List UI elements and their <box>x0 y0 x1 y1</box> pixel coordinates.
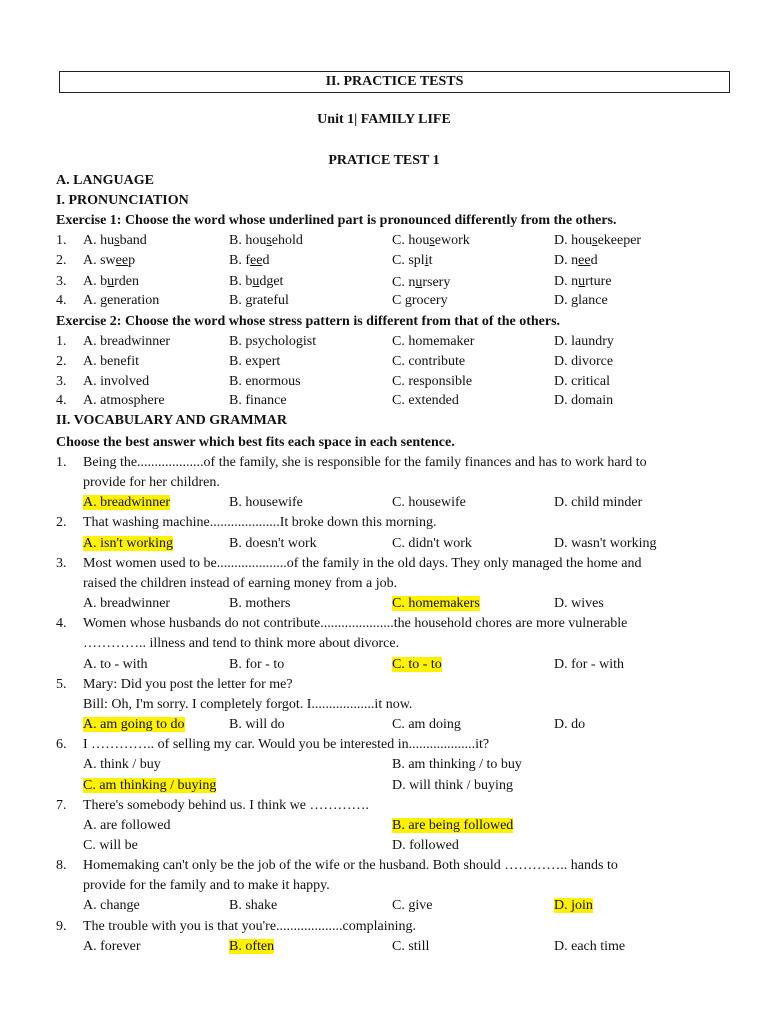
question-text-cont: Bill: Oh, I'm sorry. I completely forgot. I..................it now. <box>83 697 413 712</box>
question-number: 2. <box>56 515 67 530</box>
option-a: A. burden <box>83 274 140 289</box>
option-c: C. didn't work <box>392 536 472 551</box>
option-c: C. homemaker <box>392 334 475 349</box>
option-a: A. atmosphere <box>83 393 165 408</box>
question-number: 5. <box>56 677 67 692</box>
option-a: A. forever <box>83 939 141 954</box>
option-b: B. housewife <box>229 495 303 510</box>
question-text-cont: provide for the family and to make it happy. <box>83 878 330 893</box>
option-c: C. will be <box>83 838 138 853</box>
option-d: D. wives <box>554 596 604 611</box>
question-text-cont: raised the children instead of earning money from a job. <box>83 576 398 591</box>
option-a <box>83 716 185 734</box>
option-a: A. involved <box>83 374 150 389</box>
option-b: B. psychologist <box>229 334 317 349</box>
option-c: C. nursery <box>392 275 451 290</box>
option-d: D. followed <box>392 838 459 853</box>
question-text: Homemaking can't only be the job of the wife or the husband. Both should ………….. hands to <box>83 858 618 873</box>
option-a: A. breadwinner <box>83 596 171 611</box>
option-b: B. feed <box>229 253 270 268</box>
option-a: A. generation <box>83 293 160 308</box>
option-a: A. to - with <box>83 657 148 672</box>
question-text-cont: provide for her children. <box>83 475 220 490</box>
option-b <box>392 817 513 835</box>
question-number: 9. <box>56 919 67 934</box>
option-c: C. housework <box>392 233 470 248</box>
question-number: 1. <box>56 334 67 349</box>
option-d: D. each time <box>554 939 626 954</box>
option-a: A. benefit <box>83 354 139 369</box>
question-text: Mary: Did you post the letter for me? <box>83 677 293 692</box>
answer-highlight: B. are being followed <box>392 818 514 833</box>
question-text: There's somebody behind us. I think we …………. <box>83 798 369 813</box>
unit-title: Unit 1| FAMILY LIFE <box>317 112 451 127</box>
test-title: PRATICE TEST 1 <box>328 153 440 168</box>
answer-highlight: C. to - to <box>392 657 442 672</box>
answer-highlight: A. am going to do <box>83 717 185 732</box>
option-b: B. will do <box>229 717 285 732</box>
option-d <box>554 897 593 915</box>
answer-highlight: C. homemakers <box>392 596 480 611</box>
option-c <box>83 777 216 795</box>
option-d: D. need <box>554 253 598 268</box>
option-a: A. are followed <box>83 818 171 833</box>
section-title-box <box>59 71 730 93</box>
option-b: B. enormous <box>229 374 301 389</box>
option-d: D. nurture <box>554 274 612 289</box>
section-title: II. PRACTICE TESTS <box>325 74 464 89</box>
question-number: 2. <box>56 354 67 369</box>
option-a: A. husband <box>83 233 147 248</box>
option-c: C. responsible <box>392 374 473 389</box>
option-c: C. give <box>392 898 433 913</box>
option-b: B. household <box>229 233 303 248</box>
option-b <box>229 938 274 956</box>
vocab-instruction: Choose the best answer which best fits each space in each sentence. <box>56 435 455 450</box>
question-number: 1. <box>56 233 67 248</box>
section-a-heading: A. LANGUAGE <box>56 173 155 188</box>
question-number: 2. <box>56 253 67 268</box>
answer-highlight: D. join <box>554 898 593 913</box>
option-b: B. grateful <box>229 293 289 308</box>
option-a: A. think / buy <box>83 757 161 772</box>
option-b: B. budget <box>229 274 284 289</box>
option-b: B. expert <box>229 354 281 369</box>
option-d: D. domain <box>554 393 614 408</box>
option-b: B. for - to <box>229 657 285 672</box>
option-a <box>83 535 173 553</box>
question-text-cont: ………….. illness and tend to think more about divorce. <box>83 636 400 651</box>
question-number: 3. <box>56 556 67 571</box>
question-number: 3. <box>56 274 67 289</box>
exercise-2-instruction: Exercise 2: Choose the word whose stress pattern is different from that of the others. <box>56 314 561 329</box>
option-b: B. mothers <box>229 596 291 611</box>
option-d: D. will think / buying <box>392 778 513 793</box>
option-c: C. am doing <box>392 717 461 732</box>
question-number: 6. <box>56 737 67 752</box>
option-c: C. split <box>392 253 433 268</box>
option-a: A. breadwinner <box>83 334 171 349</box>
question-number: 4. <box>56 393 67 408</box>
option-d: D. glance <box>554 293 608 308</box>
question-number: 4. <box>56 293 67 308</box>
question-number: 3. <box>56 374 67 389</box>
option-b: B. shake <box>229 898 278 913</box>
option-b: B. am thinking / to buy <box>392 757 522 772</box>
option-d: D. housekeeper <box>554 233 642 248</box>
exercise-1-instruction: Exercise 1: Choose the word whose underlined part is pronounced differently from the others. <box>56 213 617 228</box>
option-a: A. change <box>83 898 140 913</box>
option-d: D. divorce <box>554 354 614 369</box>
question-text: Most women used to be....................of the family in the old days. They only managed the home and <box>83 556 642 571</box>
question-text: Women whose husbands do not contribute.....................the household chores are more vulnerable <box>83 616 628 631</box>
question-text: That washing machine....................It broke down this morning. <box>83 515 437 530</box>
answer-highlight: C. am thinking / buying <box>83 778 217 793</box>
answer-highlight: A. breadwinner <box>83 495 171 510</box>
option-c <box>392 595 480 613</box>
question-number: 1. <box>56 455 67 470</box>
option-d: D. for - with <box>554 657 624 672</box>
answer-highlight: B. often <box>229 939 275 954</box>
question-number: 7. <box>56 798 67 813</box>
option-c: C. contribute <box>392 354 466 369</box>
option-d: D. child minder <box>554 495 643 510</box>
option-d: D. wasn't working <box>554 536 657 551</box>
question-text: The trouble with you is that you're...................complaining. <box>83 919 417 934</box>
option-d: D. critical <box>554 374 610 389</box>
option-a <box>83 494 170 512</box>
question-number: 8. <box>56 858 67 873</box>
question-text: I ………….. of selling my car. Would you be interested in...................it? <box>83 737 490 752</box>
option-c: C. housewife <box>392 495 466 510</box>
question-number: 4. <box>56 616 67 631</box>
option-c: C. still <box>392 939 430 954</box>
option-a: A. sweep <box>83 253 136 268</box>
option-c: C grocery <box>392 293 448 308</box>
option-c <box>392 656 442 674</box>
option-c: C. extended <box>392 393 459 408</box>
option-b: B. finance <box>229 393 287 408</box>
question-text: Being the...................of the family, she is responsible for the family finances and has to work hard to <box>83 455 647 470</box>
pronunciation-heading: I. PRONUNCIATION <box>56 193 189 208</box>
option-d: D. do <box>554 717 586 732</box>
vocab-heading: II. VOCABULARY AND GRAMMAR <box>56 413 288 428</box>
option-d: D. laundry <box>554 334 614 349</box>
option-b: B. doesn't work <box>229 536 317 551</box>
answer-highlight: A. isn't working <box>83 536 174 551</box>
